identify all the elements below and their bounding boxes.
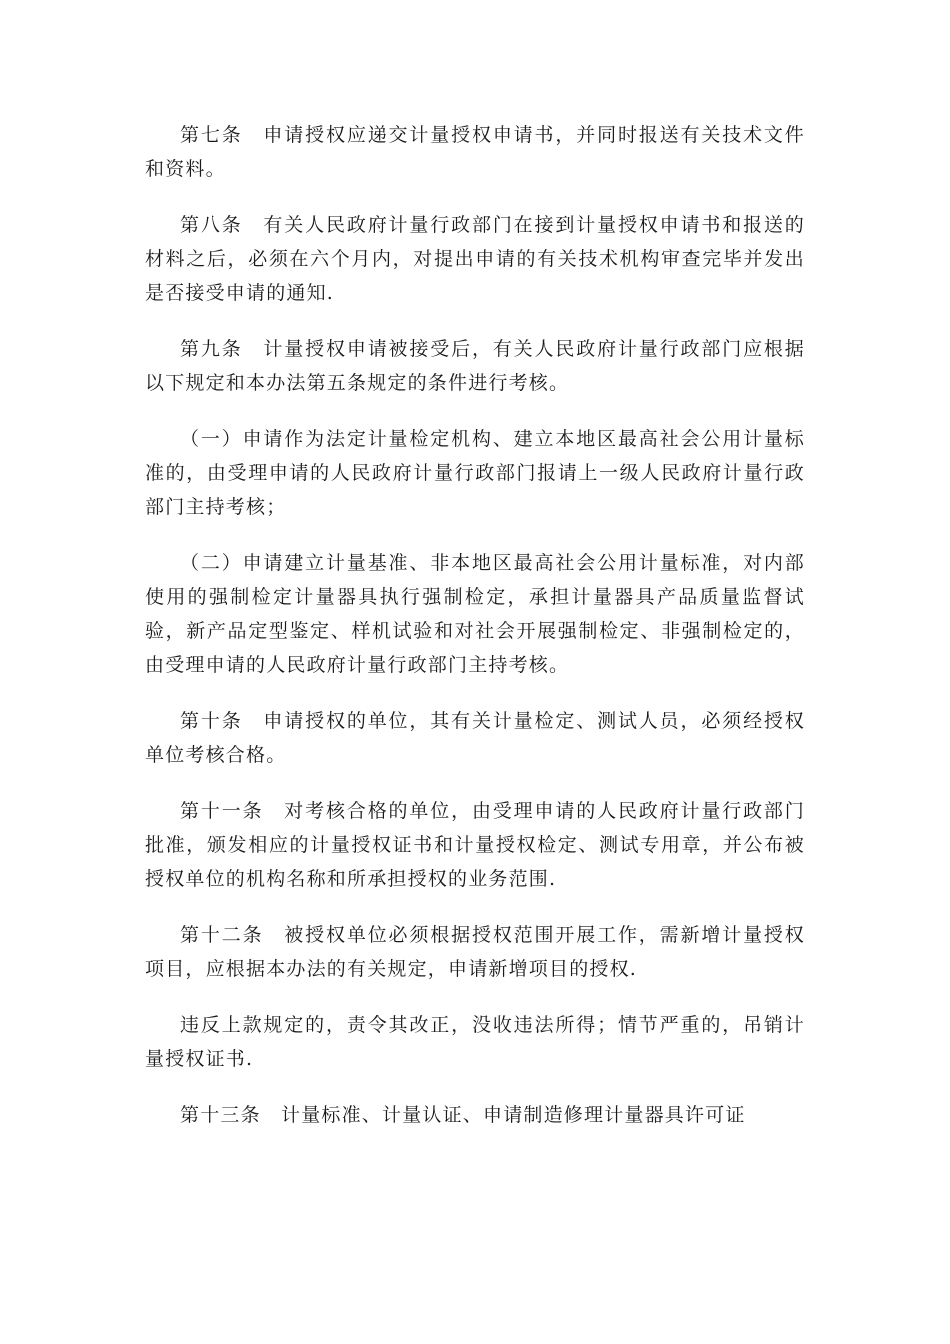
- article-12-paragraph: 第十二条 被授权单位必须根据授权范围开展工作，需新增计量授权项目，应根据本办法的有关规定，申请新增项目的授权.: [145, 924, 805, 980]
- article-7-paragraph: 第七条 申请授权应递交计量授权申请书，并同时报送有关技术文件和资料。: [145, 124, 805, 180]
- article-11-paragraph: 第十一条 对考核合格的单位，由受理申请的人民政府计量行政部门批准，颁发相应的计量授权证书和计量授权检定、测试专用章，并公布被授权单位的机构名称和所承担授权的业务范围.: [145, 800, 805, 890]
- article-8-paragraph: 第八条 有关人民政府计量行政部门在接到计量授权申请书和报送的材料之后，必须在六个月内，对提出申请的有关技术机构审查完毕并发出是否接受申请的通知.: [145, 214, 805, 304]
- article-9-paragraph: 第九条 计量授权申请被接受后，有关人民政府计量行政部门应根据以下规定和本办法第五条规定的条件进行考核。: [145, 338, 805, 394]
- article-9-item-2-paragraph: （二）申请建立计量基准、非本地区最高社会公用计量标准，对内部使用的强制检定计量器具执行强制检定，承担计量器具产品质量监督试验，新产品定型鉴定、样机试验和对社会开展强制检定、非强制检定的，由受理申请的人民政府计量行政部门主持考核。: [145, 552, 805, 676]
- document-body: [145, 118, 805, 1154]
- article-12-penalty-paragraph: 违反上款规定的，责令其改正，没收违法所得；情节严重的，吊销计量授权证书.: [145, 1014, 805, 1070]
- article-10-paragraph: 第十条 申请授权的单位，其有关计量检定、测试人员，必须经授权单位考核合格。: [145, 710, 805, 766]
- article-13-paragraph: 第十三条 计量标准、计量认证、申请制造修理计量器具许可证: [180, 1104, 746, 1126]
- article-9-item-1-paragraph: （一）申请作为法定计量检定机构、建立本地区最高社会公用计量标准的，由受理申请的人民政府计量行政部门报请上一级人民政府计量行政部门主持考核；: [145, 428, 805, 518]
